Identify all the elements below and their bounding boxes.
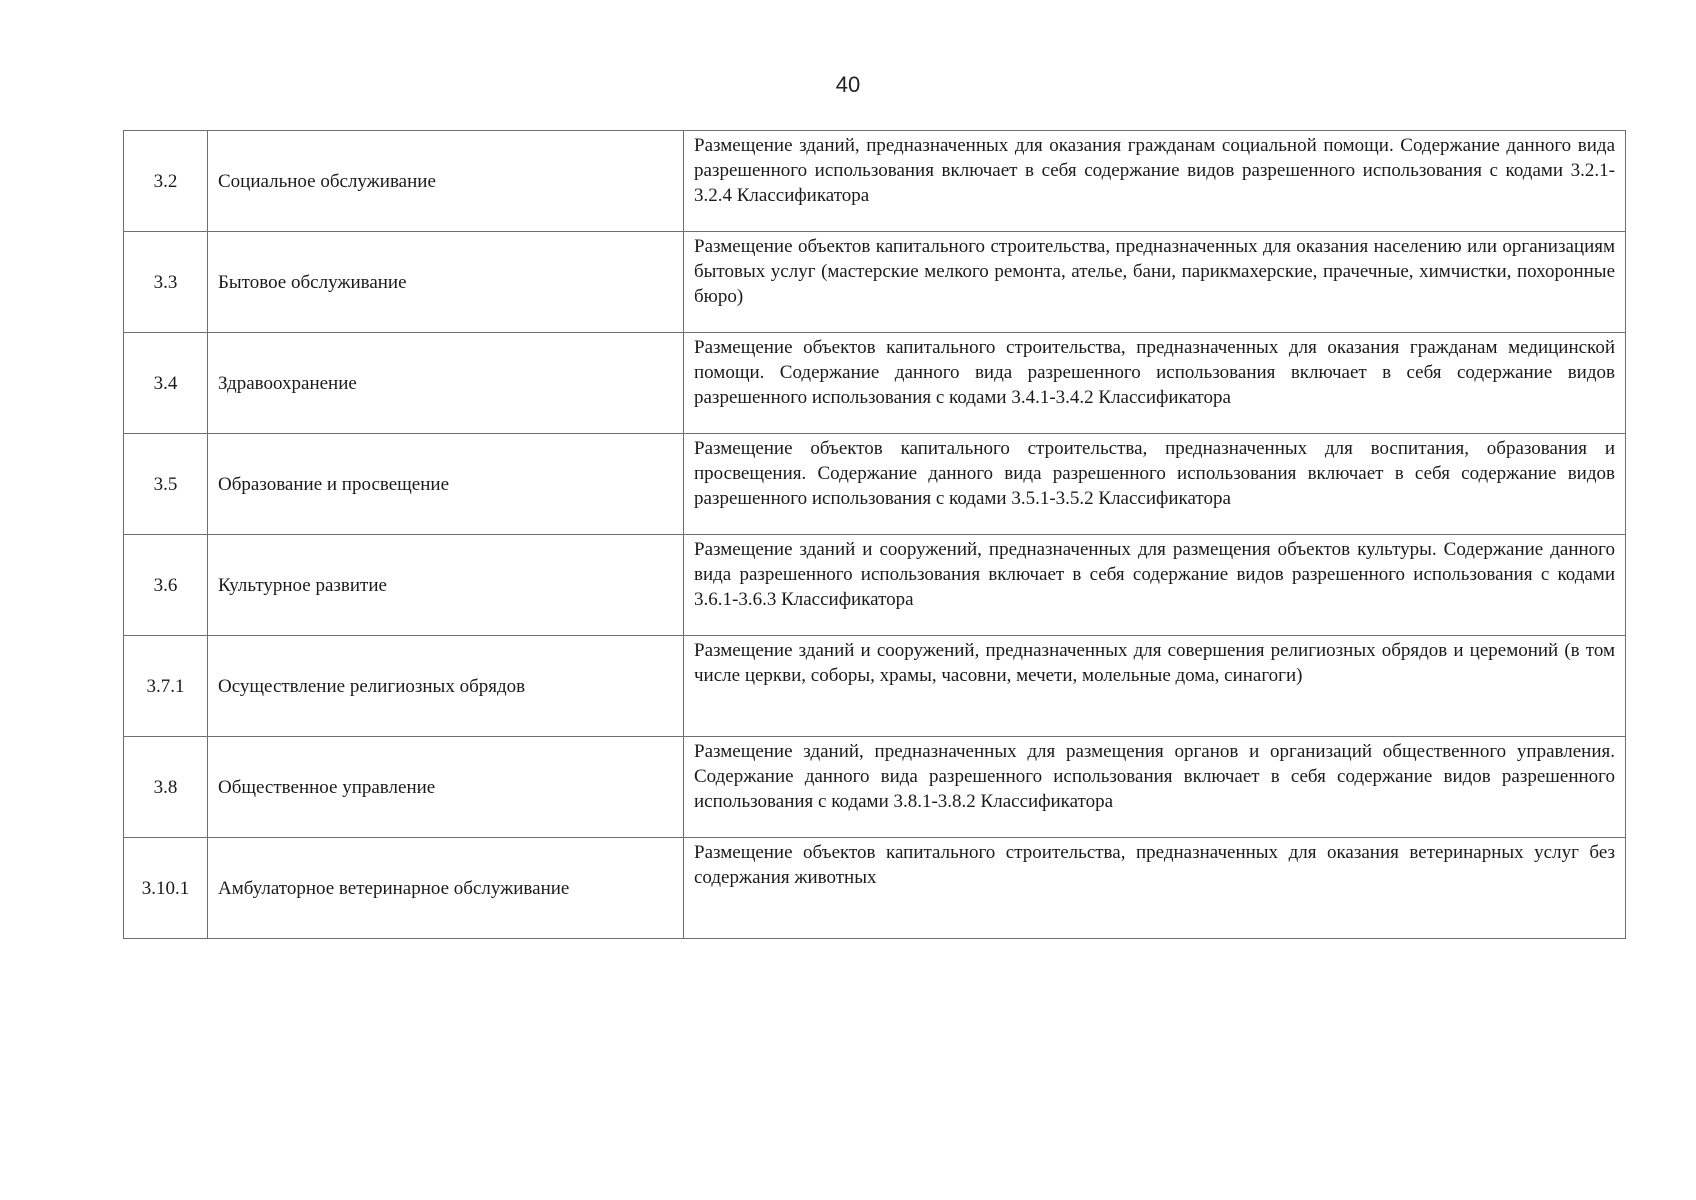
row-code: 3.5 xyxy=(124,434,208,535)
row-description: Размещение объектов капитального строительства, предназначенных для оказания гражданам медицинской помощи. Содержание данного вида разрешенного использования включает в себя содержание видов разрешенного использования с кодами 3.4.1-3.4.2 Классификатора xyxy=(684,333,1626,434)
row-description: Размещение зданий, предназначенных для размещения органов и организаций общественного управления. Содержание данного вида разрешенного использования включает в себя содержание видов разрешенного использования с кодами 3.8.1-3.8.2 Классификатора xyxy=(684,737,1626,838)
land-use-classifier-table xyxy=(123,130,1626,939)
row-code: 3.7.1 xyxy=(124,636,208,737)
table-row xyxy=(124,333,1626,434)
row-description: Размещение объектов капитального строительства, предназначенных для оказания ветеринарных услуг без содержания животных xyxy=(684,838,1626,939)
row-description: Размещение зданий и сооружений, предназначенных для совершения религиозных обрядов и церемоний (в том числе церкви, соборы, храмы, часовни, мечети, молельные дома, синагоги) xyxy=(684,636,1626,737)
table-row xyxy=(124,232,1626,333)
table-row xyxy=(124,434,1626,535)
row-name: Культурное развитие xyxy=(208,535,684,636)
row-code: 3.10.1 xyxy=(124,838,208,939)
table-row xyxy=(124,737,1626,838)
table-row xyxy=(124,131,1626,232)
row-code: 3.8 xyxy=(124,737,208,838)
row-name: Общественное управление xyxy=(208,737,684,838)
row-name: Амбулаторное ветеринарное обслуживание xyxy=(208,838,684,939)
table-row xyxy=(124,636,1626,737)
table-row xyxy=(124,838,1626,939)
row-code: 3.3 xyxy=(124,232,208,333)
row-description: Размещение зданий и сооружений, предназначенных для размещения объектов культуры. Содержание данного вида разрешенного использования включает в себя содержание видов разрешенного использования с кодами 3.6.1-3.6.3 Классификатора xyxy=(684,535,1626,636)
row-name: Осуществление религиозных обрядов xyxy=(208,636,684,737)
row-description: Размещение объектов капитального строительства, предназначенных для воспитания, образования и просвещения. Содержание данного вида разрешенного использования включает в себя содержание видов разрешенного использования с кодами 3.5.1-3.5.2 Классификатора xyxy=(684,434,1626,535)
row-name: Социальное обслуживание xyxy=(208,131,684,232)
row-code: 3.6 xyxy=(124,535,208,636)
page-number: 40 xyxy=(835,72,861,97)
row-name: Здравоохранение xyxy=(208,333,684,434)
row-description: Размещение объектов капитального строительства, предназначенных для оказания населению или организациям бытовых услуг (мастерские мелкого ремонта, ателье, бани, парикмахерские, прачечные, химчистки, похоронные бюро) xyxy=(684,232,1626,333)
row-description: Размещение зданий, предназначенных для оказания гражданам социальной помощи. Содержание данного вида разрешенного использования включает в себя содержание видов разрешенного использования с кодами 3.2.1-3.2.4 Классификатора xyxy=(684,131,1626,232)
row-code: 3.2 xyxy=(124,131,208,232)
row-code: 3.4 xyxy=(124,333,208,434)
row-name: Образование и просвещение xyxy=(208,434,684,535)
table-row xyxy=(124,535,1626,636)
row-name: Бытовое обслуживание xyxy=(208,232,684,333)
